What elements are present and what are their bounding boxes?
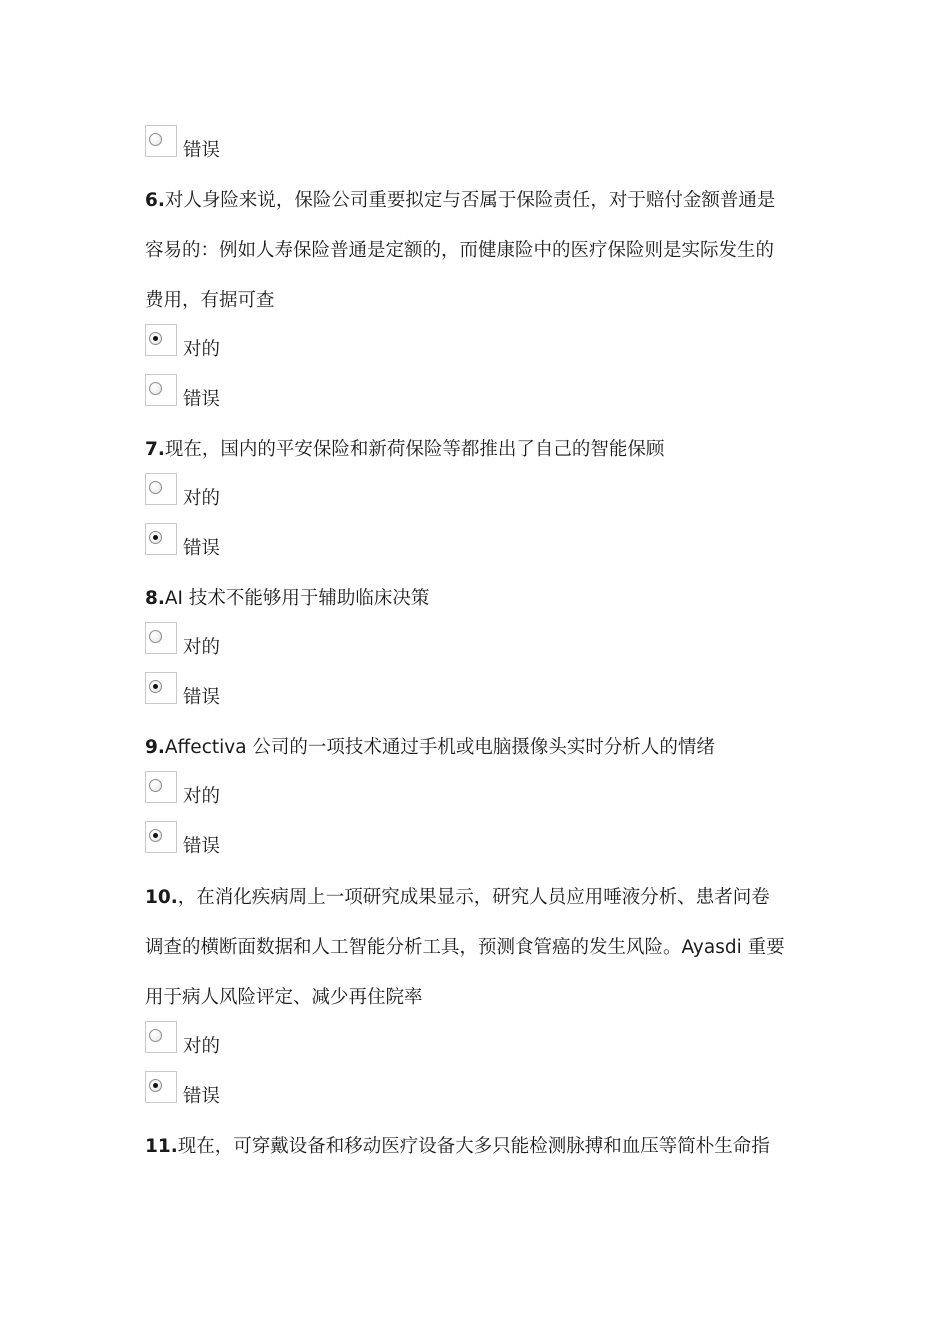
radio-button[interactable] — [145, 771, 177, 803]
radio-circle-icon — [149, 133, 162, 146]
option-label: 错误 — [183, 836, 221, 857]
option-label: 对的 — [183, 1036, 221, 1057]
option-label: 错误 — [183, 140, 221, 161]
option-label: 对的 — [183, 339, 221, 360]
answer-option-false[interactable] — [145, 672, 445, 706]
answer-option-false[interactable] — [145, 1071, 445, 1105]
radio-button[interactable] — [145, 324, 177, 356]
option-label: 对的 — [183, 488, 221, 509]
answer-option-true[interactable] — [145, 771, 445, 805]
question-number: 8. — [145, 588, 165, 609]
radio-button[interactable] — [145, 473, 177, 505]
radio-button[interactable] — [145, 672, 177, 704]
radio-selected-icon — [149, 1079, 162, 1092]
question-text: 对人身险来说，保险公司重要拟定与否属于保险责任，对于赔付金额普通是 — [164, 190, 776, 211]
question-10-line-1 — [145, 886, 845, 910]
radio-circle-icon — [149, 382, 162, 395]
question-8-line-1 — [145, 587, 845, 611]
radio-button[interactable] — [145, 1021, 177, 1053]
question-6-line-3: 费用，有据可查 — [145, 290, 275, 311]
radio-selected-icon — [149, 531, 162, 544]
option-label: 错误 — [183, 687, 221, 708]
radio-selected-icon — [149, 829, 162, 842]
radio-circle-icon — [149, 630, 162, 643]
option-label: 错误 — [183, 1086, 221, 1107]
question-number: 9. — [145, 737, 165, 758]
radio-button[interactable] — [145, 622, 177, 654]
question-10-line-2: 调查的横断面数据和人工智能分析工具，预测食管癌的发生风险。Ayasdi 重要 — [145, 937, 785, 958]
option-label: 对的 — [183, 637, 221, 658]
question-number: 10. — [145, 887, 178, 908]
question-11-line-1 — [145, 1135, 845, 1159]
answer-option-false[interactable] — [145, 125, 445, 159]
question-9-line-1 — [145, 736, 845, 760]
answer-option-true[interactable] — [145, 622, 445, 656]
option-label: 错误 — [183, 538, 221, 559]
question-text: Affectiva 公司的一项技术通过手机或电脑摄像头实时分析人的情绪 — [164, 737, 715, 758]
question-6-line-1 — [145, 189, 845, 213]
radio-button[interactable] — [145, 523, 177, 555]
question-10-line-3: 用于病人风险评定、减少再住院率 — [145, 987, 423, 1008]
question-text: 现在，可穿戴设备和移动医疗设备大多只能检测脉搏和血压等简朴生命指 — [177, 1136, 770, 1157]
answer-option-true[interactable] — [145, 1021, 445, 1055]
radio-selected-icon — [149, 332, 162, 345]
radio-button[interactable] — [145, 125, 177, 157]
question-text: ，在消化疾病周上一项研究成果显示，研究人员应用唾液分析、患者问卷 — [177, 887, 770, 908]
answer-option-false[interactable] — [145, 523, 445, 557]
answer-option-true[interactable] — [145, 324, 445, 358]
radio-selected-icon — [149, 680, 162, 693]
radio-circle-icon — [149, 1029, 162, 1042]
question-6-line-2: 容易的：例如人寿保险普通是定额的，而健康险中的医疗保险则是实际发生的 — [145, 240, 775, 261]
question-number: 11. — [145, 1136, 178, 1157]
radio-button[interactable] — [145, 1071, 177, 1103]
question-text: 现在，国内的平安保险和新荷保险等都推出了自己的智能保顾 — [164, 439, 665, 460]
option-label: 错误 — [183, 389, 221, 410]
answer-option-false[interactable] — [145, 821, 445, 855]
question-number: 7. — [145, 439, 165, 460]
question-7-line-1 — [145, 438, 845, 462]
radio-button[interactable] — [145, 821, 177, 853]
question-text: AI 技术不能够用于辅助临床决策 — [164, 588, 430, 609]
answer-option-true[interactable] — [145, 473, 445, 507]
radio-button[interactable] — [145, 374, 177, 406]
question-number: 6. — [145, 190, 165, 211]
answer-option-false[interactable] — [145, 374, 445, 408]
radio-circle-icon — [149, 481, 162, 494]
option-label: 对的 — [183, 786, 221, 807]
radio-circle-icon — [149, 779, 162, 792]
